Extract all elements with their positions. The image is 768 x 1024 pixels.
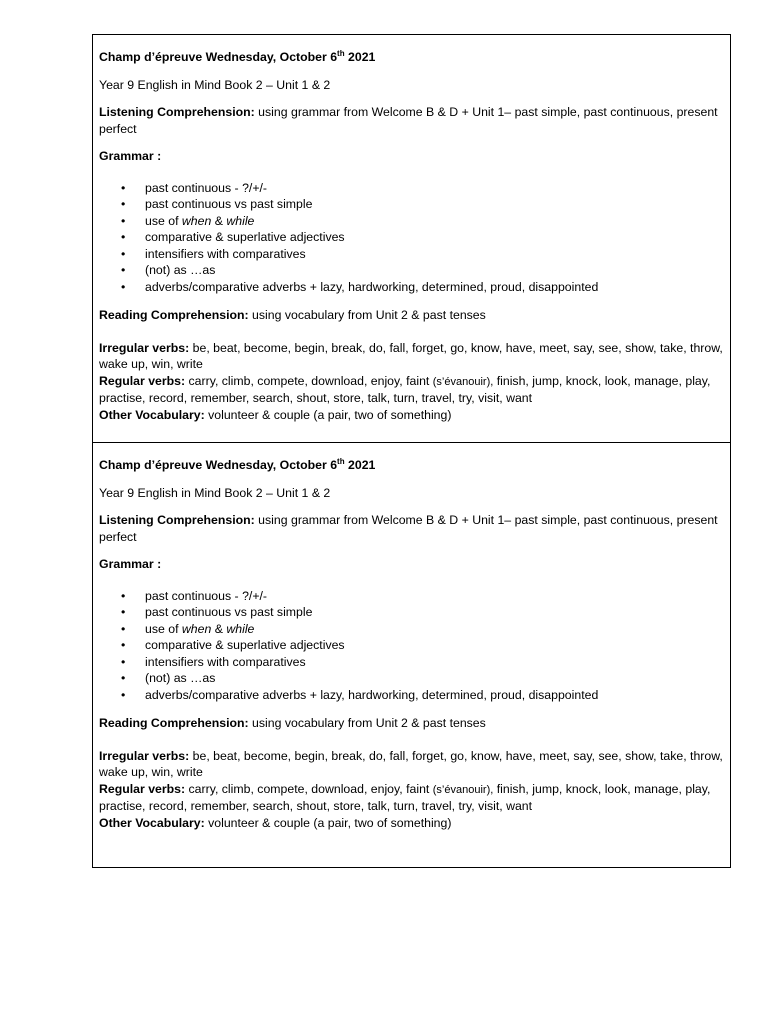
regular-verbs-paragraph	[99, 781, 724, 815]
title-text: Champ d’épreuve Wednesday, October 6	[99, 458, 338, 472]
list-item-text: past continuous - ?/+/-	[145, 588, 268, 603]
bullet-icon: •	[121, 621, 126, 636]
reading-paragraph	[99, 715, 724, 732]
list-item-text: adverbs/comparative adverbs + lazy, hardworking, determined, proud, disappointed	[145, 687, 599, 702]
bullet-icon: •	[121, 279, 126, 294]
regular-verbs-text: carry, climb, compete, download, enjoy, faint	[185, 781, 433, 796]
title-year: 2021	[344, 458, 376, 472]
irregular-verbs-text: be, beat, become, begin, break, do, fall, forget, go, know, have, meet, say, see, show, take, throw, wake up, win, write	[99, 748, 723, 779]
bullet-icon: •	[121, 588, 126, 603]
bullet-icon: •	[121, 654, 126, 669]
grammar-list	[99, 588, 724, 704]
listening-paragraph	[99, 512, 724, 545]
document-page	[92, 34, 731, 868]
other-vocabulary-text: volunteer & couple (a pair, two of something)	[204, 815, 452, 830]
list-item-emphasis: while	[226, 621, 255, 636]
list-item	[99, 262, 724, 279]
bullet-icon: •	[121, 605, 126, 619]
bullet-icon: •	[121, 638, 126, 652]
grammar-label: Grammar	[99, 557, 154, 571]
title-year: 2021	[344, 50, 376, 64]
irregular-verbs-label: Irregular verbs:	[99, 340, 190, 355]
bullet-icon: •	[121, 197, 126, 211]
list-item-text: comparative & superlative adjectives	[145, 638, 345, 652]
section-title	[99, 49, 724, 66]
list-item-text: intensifiers with comparatives	[145, 654, 306, 669]
listening-label: Listening Comprehension:	[99, 513, 255, 527]
reading-text: using vocabulary from Unit 2 & past tenses	[248, 716, 486, 730]
list-item-text: &	[211, 213, 227, 228]
list-item	[99, 196, 724, 213]
reading-paragraph	[99, 307, 724, 324]
listening-text: using grammar from Welcome B & D + Unit 1– past simple, past continuous, present perfect	[99, 105, 718, 136]
exam-section-1	[92, 34, 731, 443]
list-item-text: (not) as …as	[145, 671, 216, 685]
list-item-emphasis: when	[181, 621, 212, 636]
list-item	[99, 604, 724, 621]
irregular-verbs-text: be, beat, become, begin, break, do, fall, forget, go, know, have, meet, say, see, show, take, throw, wake up, win, write	[99, 340, 723, 371]
grammar-heading	[99, 556, 724, 573]
list-item	[99, 637, 724, 654]
list-item-text: past continuous vs past simple	[145, 605, 313, 619]
year-line: Year 9 English in Mind Book 2 – Unit 1 & 2	[99, 485, 331, 500]
regular-verbs-label: Regular verbs:	[99, 781, 186, 796]
listening-text: using grammar from Welcome B & D + Unit 1– past simple, past continuous, present perfect	[99, 513, 718, 544]
grammar-label: Grammar	[99, 149, 154, 163]
title-superscript: th	[337, 456, 345, 466]
list-item-text: intensifiers with comparatives	[145, 246, 306, 261]
list-item-text: &	[211, 621, 227, 636]
list-item-emphasis: when	[181, 213, 212, 228]
list-item-text: past continuous - ?/+/-	[145, 180, 268, 195]
list-item-text: past continuous vs past simple	[145, 197, 313, 211]
bullet-icon: •	[121, 263, 126, 277]
year-line: Year 9 English in Mind Book 2 – Unit 1 & 2	[99, 77, 331, 92]
irregular-verbs-paragraph	[99, 340, 724, 373]
list-item-text: (not) as …as	[145, 263, 216, 277]
list-item	[99, 588, 724, 605]
list-item	[99, 180, 724, 197]
list-item-text: adverbs/comparative adverbs + lazy, hardworking, determined, proud, disappointed	[145, 279, 599, 294]
list-item-text: comparative & superlative adjectives	[145, 230, 345, 244]
reading-label: Reading Comprehension:	[99, 716, 249, 730]
regular-verbs-text-continued: finish, jump, knock, look, manage, play, practise, record, remember, search, shout, store, talk, turn, travel, try, visit, want	[99, 373, 711, 405]
list-item	[99, 246, 724, 263]
other-vocabulary-label: Other Vocabulary:	[99, 407, 205, 422]
reading-text: using vocabulary from Unit 2 & past tenses	[248, 308, 486, 322]
title-superscript: th	[337, 48, 345, 58]
bullet-icon: •	[121, 213, 126, 228]
listening-label: Listening Comprehension:	[99, 105, 255, 119]
title-text: Champ d’épreuve Wednesday, October 6	[99, 50, 338, 64]
translation-note: (s’évanouir),	[432, 783, 494, 796]
list-item	[99, 654, 724, 671]
reading-label: Reading Comprehension:	[99, 308, 249, 322]
irregular-verbs-paragraph	[99, 748, 724, 781]
regular-verbs-text-continued: finish, jump, knock, look, manage, play, practise, record, remember, search, shout, store, talk, turn, travel, try, visit, want	[99, 781, 711, 813]
exam-section-2	[92, 443, 731, 868]
listening-paragraph	[99, 104, 724, 137]
list-item	[99, 213, 724, 230]
list-item	[99, 621, 724, 638]
grammar-list	[99, 180, 724, 296]
list-item	[99, 687, 724, 704]
bullet-icon: •	[121, 687, 126, 702]
grammar-heading	[99, 148, 724, 165]
bullet-icon: •	[121, 180, 126, 195]
list-item	[99, 670, 724, 687]
list-item-text: use of	[145, 621, 182, 636]
list-item-text: use of	[145, 213, 182, 228]
bullet-icon: •	[121, 671, 126, 685]
bullet-icon: •	[121, 230, 126, 244]
regular-verbs-paragraph	[99, 373, 724, 407]
translation-note: (s’évanouir),	[432, 375, 494, 388]
grammar-colon: :	[153, 557, 162, 571]
list-item	[99, 279, 724, 296]
bullet-icon: •	[121, 246, 126, 261]
list-item-emphasis: while	[226, 213, 255, 228]
irregular-verbs-label: Irregular verbs:	[99, 748, 190, 763]
regular-verbs-label: Regular verbs:	[99, 373, 186, 388]
grammar-colon: :	[153, 149, 162, 163]
other-vocabulary-paragraph	[99, 407, 724, 424]
other-vocabulary-label: Other Vocabulary:	[99, 815, 205, 830]
list-item	[99, 229, 724, 246]
other-vocabulary-text: volunteer & couple (a pair, two of something)	[204, 407, 452, 422]
other-vocabulary-paragraph	[99, 815, 724, 832]
section-title	[99, 457, 724, 474]
regular-verbs-text: carry, climb, compete, download, enjoy, faint	[185, 373, 433, 388]
